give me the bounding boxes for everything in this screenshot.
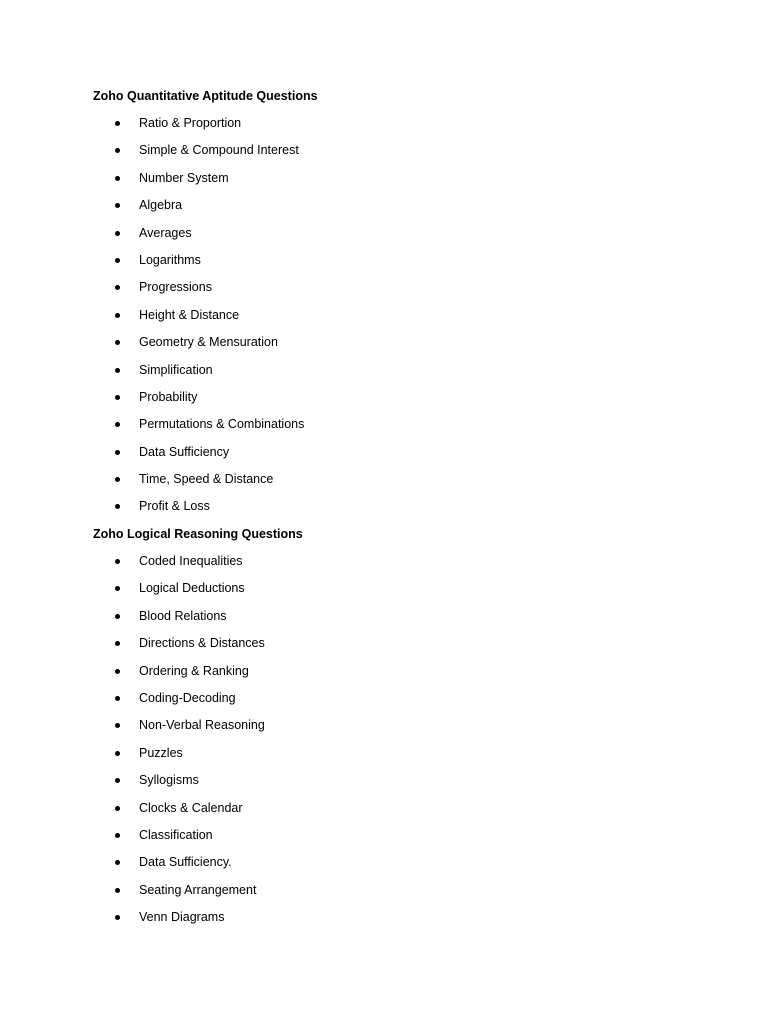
list-item-label: Directions & Distances (139, 636, 265, 651)
list-item-label: Coding-Decoding (139, 690, 236, 705)
bullet-icon (115, 422, 120, 427)
bullet-icon (115, 586, 120, 591)
list-item-label: Coded Inequalities (139, 554, 243, 568)
bullet-icon (115, 504, 120, 509)
list-item-label: Simplification (139, 362, 213, 377)
list-item-label: Logical Deductions (139, 581, 245, 596)
bullet-icon (115, 231, 120, 236)
bullet-icon (115, 669, 120, 674)
bullet-icon (115, 477, 120, 482)
list-item-label: Clocks & Calendar (139, 800, 243, 815)
list-item-label: Height & Distance (139, 307, 240, 322)
bullet-icon (115, 121, 120, 126)
bullet-icon (115, 176, 120, 181)
list-item-label: Data Sufficiency. (139, 855, 232, 870)
bullet-icon (115, 258, 120, 263)
list-item-label: Algebra (139, 198, 183, 213)
bullet-icon (115, 641, 120, 646)
bullet-icon (115, 148, 120, 153)
bullet-icon (115, 614, 120, 619)
list-item-label: Probability (139, 389, 198, 404)
bullet-icon (115, 833, 120, 838)
bullet-icon (115, 915, 120, 920)
bullet-icon (115, 203, 120, 208)
list-item-label: Venn Diagrams (139, 910, 225, 925)
section-heading-quantitative: Zoho Quantitative Aptitude Questions (93, 89, 318, 103)
bullet-icon (115, 888, 120, 893)
bullet-icon (115, 778, 120, 783)
section-heading-logical: Zoho Logical Reasoning Questions (93, 527, 303, 541)
bullet-icon (115, 751, 120, 756)
list-item-label: Puzzles (139, 745, 183, 760)
list-item-label: Logarithms (139, 252, 201, 267)
list-item-label: Simple & Compound Interest (139, 143, 299, 158)
bullet-icon (115, 368, 120, 373)
bullet-icon (115, 696, 120, 701)
list-item-label: Ordering & Ranking (139, 663, 249, 678)
bullet-icon (115, 450, 120, 455)
list-item-label: Profit & Loss (139, 499, 210, 514)
list-item-label: Averages (139, 225, 192, 240)
bullet-icon (115, 395, 120, 400)
list-item-label: Blood Relations (139, 608, 227, 623)
bullet-icon (115, 313, 120, 318)
list-item-label: Progressions (139, 280, 212, 295)
list-item-label: Seating Arrangement (139, 882, 257, 897)
list-item-label: Syllogisms (139, 773, 199, 788)
list-item-label: Geometry & Mensuration (139, 335, 278, 350)
list-item-label: Time, Speed & Distance (139, 472, 274, 487)
bullet-icon (115, 806, 120, 811)
bullet-icon (115, 285, 120, 290)
bullet-icon (115, 559, 120, 564)
list-item-label: Classification (139, 827, 213, 842)
bullet-icon (115, 723, 120, 728)
bullet-icon (115, 860, 120, 865)
list-item-label: Ratio & Proportion (139, 116, 242, 130)
list-item-label: Permutations & Combinations (139, 417, 305, 432)
list-item-label: Non-Verbal Reasoning (139, 718, 265, 733)
list-item-label: Number System (139, 170, 229, 185)
bullet-icon (115, 340, 120, 345)
list-item-label: Data Sufficiency (139, 444, 230, 459)
